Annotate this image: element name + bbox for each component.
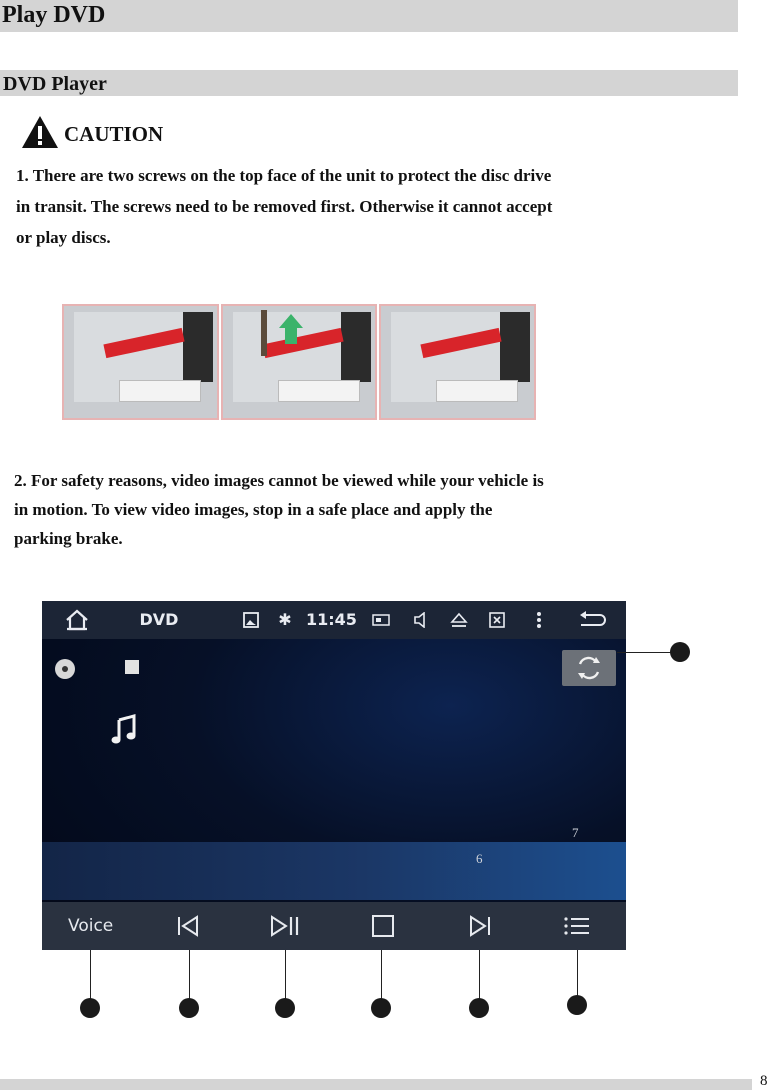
- eject-icon[interactable]: [446, 601, 472, 639]
- para2-line2: in motion. To view video images, stop in a safe place and apply the: [14, 500, 493, 519]
- playlist-button[interactable]: [529, 902, 626, 950]
- bluetooth-icon: ✱: [278, 610, 292, 629]
- back-icon[interactable]: [574, 601, 610, 639]
- prev-icon: [176, 915, 200, 937]
- page-number: 8: [760, 1073, 768, 1089]
- stop-button[interactable]: [334, 902, 431, 950]
- caution-paragraph-2: [14, 466, 714, 553]
- caution-label: CAUTION: [64, 121, 164, 146]
- callout-number-6: 6: [476, 851, 483, 866]
- playback-control-bar: [42, 902, 626, 950]
- clock: 11:45: [306, 610, 357, 629]
- home-icon[interactable]: [60, 601, 94, 639]
- caution-heading: [20, 114, 163, 154]
- status-bar: [42, 601, 626, 639]
- para2-line1: 2. For safety reasons, video images cannot be viewed while your vehicle is: [14, 471, 544, 490]
- section-title: DVD Player: [0, 70, 738, 96]
- callout-line-5: [479, 950, 480, 1004]
- next-icon: [468, 915, 492, 937]
- para1-line3: or play discs.: [16, 228, 111, 247]
- play-pause-icon: [270, 915, 300, 937]
- stop-icon[interactable]: [125, 660, 139, 674]
- para1-line2: in transit. The screws need to be removed first. Otherwise it cannot accept: [16, 197, 553, 216]
- callout-dot-6: [567, 995, 587, 1015]
- voice-label: Voice: [68, 916, 114, 936]
- callout-line-2: [189, 950, 190, 1004]
- arrow-up-icon: [253, 310, 313, 370]
- screw-photo-3: [379, 304, 536, 420]
- callout-dot-4: [371, 998, 391, 1018]
- callout-dot-2: [179, 998, 199, 1018]
- callout-number-7: 7: [572, 825, 579, 840]
- close-box-icon[interactable]: [484, 601, 510, 639]
- para1-line1: 1. There are two screws on the top face of the unit to protect the disc drive: [16, 166, 552, 185]
- repeat-button[interactable]: [562, 650, 616, 686]
- page-title: Play DVD: [0, 0, 738, 32]
- callout-line-6: [577, 950, 578, 1000]
- more-vert-icon[interactable]: [526, 601, 552, 639]
- warning-icon: [20, 114, 60, 155]
- dvd-player-screen: [42, 601, 626, 950]
- music-note-icon: [110, 714, 138, 751]
- square-icon: [372, 915, 394, 937]
- previous-button[interactable]: [139, 902, 236, 950]
- screw-photo-2: [221, 304, 378, 420]
- voice-button[interactable]: [42, 902, 139, 950]
- callout-line-3: [285, 950, 286, 1004]
- list-icon: [564, 916, 590, 936]
- progress-area[interactable]: [42, 842, 626, 900]
- radio-icon[interactable]: [368, 601, 394, 639]
- next-button[interactable]: [431, 902, 528, 950]
- callout-dot-1: [80, 998, 100, 1018]
- gallery-icon[interactable]: [238, 601, 264, 639]
- para2-line3: parking brake.: [14, 529, 123, 548]
- app-title: DVD: [139, 610, 179, 629]
- callout-dot-repeat: [670, 642, 690, 662]
- volume-icon[interactable]: [408, 601, 434, 639]
- play-pause-button[interactable]: [237, 902, 334, 950]
- screw-photo-1: [62, 304, 219, 420]
- callout-line-1: [90, 950, 91, 1004]
- callout-dot-3: [275, 998, 295, 1018]
- screw-removal-photos: [62, 304, 536, 420]
- callout-dot-5: [469, 998, 489, 1018]
- callout-line-repeat: [617, 652, 671, 653]
- footer-bar: [0, 1079, 752, 1090]
- callout-line-4: [381, 950, 382, 1004]
- caution-paragraph-1: [16, 160, 716, 253]
- disc-icon[interactable]: [54, 658, 76, 685]
- repeat-icon: [562, 650, 616, 686]
